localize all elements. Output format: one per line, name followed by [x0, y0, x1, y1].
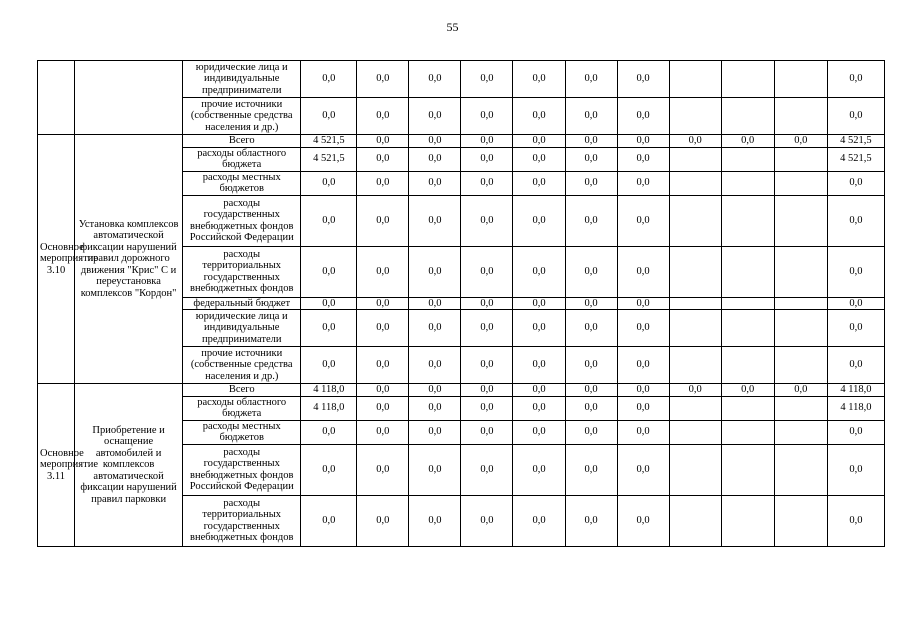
amount-cell: 0,0 — [357, 384, 409, 397]
amount-cell: 0,0 — [357, 495, 409, 546]
amount-cell: 0,0 — [565, 147, 617, 171]
amount-cell: 0,0 — [301, 495, 357, 546]
amount-cell: 0,0 — [565, 246, 617, 297]
amount-cell: 0,0 — [617, 98, 669, 135]
amount-cell: 0,0 — [357, 135, 409, 148]
amount-cell: 0,0 — [461, 310, 513, 347]
amount-cell: 0,0 — [513, 444, 565, 495]
amount-cell: 0,0 — [513, 246, 565, 297]
amount-cell — [774, 61, 827, 98]
amount-cell: 0,0 — [461, 420, 513, 444]
amount-cell: 0,0 — [617, 246, 669, 297]
amount-cell — [721, 420, 774, 444]
amount-cell: 0,0 — [461, 297, 513, 310]
amount-cell: 0,0 — [409, 384, 461, 397]
amount-cell: 0,0 — [461, 495, 513, 546]
amount-cell — [774, 396, 827, 420]
amount-cell: 0,0 — [409, 171, 461, 195]
table-row — [38, 135, 885, 148]
amount-cell: 0,0 — [301, 347, 357, 384]
amount-cell: 0,0 — [669, 135, 721, 148]
amount-cell: 0,0 — [301, 61, 357, 98]
amount-cell: 0,0 — [565, 444, 617, 495]
amount-cell: 0,0 — [409, 147, 461, 171]
amount-cell: 0,0 — [565, 420, 617, 444]
amount-cell: 0,0 — [827, 61, 884, 98]
amount-cell — [721, 495, 774, 546]
amount-cell — [774, 347, 827, 384]
amount-cell — [774, 147, 827, 171]
amount-cell: 0,0 — [357, 246, 409, 297]
activity-label: Основное мероприятие 3.11 — [38, 384, 75, 547]
amount-cell — [669, 98, 721, 135]
amount-cell: 0,0 — [721, 135, 774, 148]
amount-cell — [774, 195, 827, 246]
page-number: 55 — [446, 20, 459, 34]
amount-cell: 0,0 — [565, 396, 617, 420]
amount-cell: 0,0 — [617, 420, 669, 444]
amount-cell: 0,0 — [301, 195, 357, 246]
amount-cell: 0,0 — [565, 135, 617, 148]
amount-cell: 0,0 — [565, 171, 617, 195]
amount-cell — [669, 495, 721, 546]
amount-cell: 4 521,5 — [301, 147, 357, 171]
funding-source: расходы областного бюджета — [183, 396, 301, 420]
amount-cell: 0,0 — [513, 495, 565, 546]
amount-cell: 4 118,0 — [301, 384, 357, 397]
amount-cell: 0,0 — [409, 444, 461, 495]
amount-cell: 4 118,0 — [827, 384, 884, 397]
funding-source: федеральный бюджет — [183, 297, 301, 310]
amount-cell: 0,0 — [409, 61, 461, 98]
amount-cell: 0,0 — [617, 135, 669, 148]
amount-cell: 4 118,0 — [301, 396, 357, 420]
amount-cell: 0,0 — [617, 384, 669, 397]
amount-cell: 0,0 — [565, 310, 617, 347]
amount-cell: 0,0 — [357, 347, 409, 384]
amount-cell: 0,0 — [565, 347, 617, 384]
amount-cell: 0,0 — [409, 310, 461, 347]
amount-cell: 0,0 — [357, 420, 409, 444]
amount-cell: 4 118,0 — [827, 396, 884, 420]
amount-cell: 0,0 — [617, 396, 669, 420]
amount-cell: 0,0 — [617, 147, 669, 171]
amount-cell: 0,0 — [409, 297, 461, 310]
amount-cell: 0,0 — [357, 61, 409, 98]
amount-cell — [669, 246, 721, 297]
amount-cell: 0,0 — [301, 420, 357, 444]
amount-cell: 0,0 — [774, 384, 827, 397]
amount-cell: 0,0 — [461, 147, 513, 171]
amount-cell: 0,0 — [721, 384, 774, 397]
amount-cell — [721, 195, 774, 246]
amount-cell — [669, 147, 721, 171]
table-row — [38, 384, 885, 397]
amount-cell — [669, 61, 721, 98]
amount-cell: 0,0 — [357, 195, 409, 246]
amount-cell — [669, 347, 721, 384]
amount-cell: 0,0 — [461, 171, 513, 195]
amount-cell: 0,0 — [461, 135, 513, 148]
amount-cell: 0,0 — [565, 98, 617, 135]
activity-name: Установка комплексов автоматической фиксации нарушений правил дорожного движения "Крис" С и переустановка комплексов "Кордон" — [75, 135, 183, 384]
amount-cell — [721, 246, 774, 297]
amount-cell: 0,0 — [827, 195, 884, 246]
amount-cell: 0,0 — [461, 384, 513, 397]
budget-table-body — [38, 61, 885, 547]
activity-name: Приобретение и оснащение автомобилей и комплексов автоматической фиксации нарушений правил парковки — [75, 384, 183, 547]
funding-source: расходы местных бюджетов — [183, 171, 301, 195]
amount-cell — [774, 420, 827, 444]
amount-cell: 0,0 — [827, 420, 884, 444]
amount-cell: 0,0 — [409, 98, 461, 135]
amount-cell: 0,0 — [565, 297, 617, 310]
funding-source: расходы территориальных государственных внебюджетных фондов — [183, 246, 301, 297]
amount-cell: 0,0 — [409, 495, 461, 546]
amount-cell — [669, 396, 721, 420]
amount-cell: 0,0 — [513, 147, 565, 171]
amount-cell: 0,0 — [827, 347, 884, 384]
funding-source: расходы государственных внебюджетных фондов Российской Федерации — [183, 195, 301, 246]
funding-source: расходы государственных внебюджетных фондов Российской Федерации — [183, 444, 301, 495]
amount-cell: 0,0 — [513, 61, 565, 98]
funding-source: юридические лица и индивидуальные предприниматели — [183, 61, 301, 98]
amount-cell — [669, 171, 721, 195]
amount-cell: 0,0 — [513, 347, 565, 384]
activity-label: Основное мероприятие 3.10 — [38, 135, 75, 384]
amount-cell: 0,0 — [513, 135, 565, 148]
amount-cell: 0,0 — [409, 396, 461, 420]
amount-cell: 4 521,5 — [827, 147, 884, 171]
amount-cell: 0,0 — [357, 98, 409, 135]
amount-cell — [774, 310, 827, 347]
amount-cell — [721, 347, 774, 384]
amount-cell: 0,0 — [565, 384, 617, 397]
amount-cell: 0,0 — [617, 310, 669, 347]
amount-cell: 0,0 — [301, 297, 357, 310]
amount-cell: 0,0 — [669, 384, 721, 397]
amount-cell — [721, 171, 774, 195]
amount-cell: 0,0 — [565, 495, 617, 546]
amount-cell — [774, 444, 827, 495]
funding-source: расходы местных бюджетов — [183, 420, 301, 444]
amount-cell: 0,0 — [409, 246, 461, 297]
amount-cell: 0,0 — [827, 297, 884, 310]
amount-cell: 0,0 — [827, 171, 884, 195]
funding-source: Всего — [183, 384, 301, 397]
amount-cell — [721, 297, 774, 310]
table-row — [38, 61, 885, 98]
funding-source: прочие источники (собственные средства населения и др.) — [183, 347, 301, 384]
amount-cell: 0,0 — [827, 444, 884, 495]
funding-source: прочие источники (собственные средства населения и др.) — [183, 98, 301, 135]
amount-cell — [774, 246, 827, 297]
funding-source: расходы областного бюджета — [183, 147, 301, 171]
amount-cell — [721, 61, 774, 98]
amount-cell — [669, 420, 721, 444]
amount-cell: 0,0 — [513, 195, 565, 246]
amount-cell: 0,0 — [461, 246, 513, 297]
activity-label — [38, 61, 75, 135]
amount-cell — [774, 297, 827, 310]
amount-cell — [721, 310, 774, 347]
amount-cell: 0,0 — [301, 246, 357, 297]
amount-cell — [669, 444, 721, 495]
amount-cell: 0,0 — [357, 171, 409, 195]
amount-cell: 0,0 — [565, 61, 617, 98]
amount-cell — [721, 98, 774, 135]
amount-cell: 0,0 — [617, 347, 669, 384]
amount-cell: 0,0 — [617, 297, 669, 310]
amount-cell: 0,0 — [774, 135, 827, 148]
amount-cell — [669, 310, 721, 347]
amount-cell — [669, 297, 721, 310]
amount-cell: 0,0 — [617, 195, 669, 246]
amount-cell: 0,0 — [617, 495, 669, 546]
amount-cell: 0,0 — [513, 171, 565, 195]
amount-cell: 0,0 — [301, 171, 357, 195]
amount-cell — [721, 444, 774, 495]
amount-cell: 0,0 — [827, 98, 884, 135]
activity-name — [75, 61, 183, 135]
amount-cell: 0,0 — [301, 310, 357, 347]
amount-cell — [774, 98, 827, 135]
amount-cell: 0,0 — [827, 495, 884, 546]
amount-cell: 4 521,5 — [301, 135, 357, 148]
funding-source: юридические лица и индивидуальные предприниматели — [183, 310, 301, 347]
amount-cell: 0,0 — [513, 98, 565, 135]
amount-cell: 0,0 — [617, 444, 669, 495]
amount-cell: 0,0 — [617, 61, 669, 98]
amount-cell: 0,0 — [461, 347, 513, 384]
amount-cell: 0,0 — [301, 98, 357, 135]
funding-source: Всего — [183, 135, 301, 148]
amount-cell: 0,0 — [301, 444, 357, 495]
amount-cell: 0,0 — [409, 347, 461, 384]
amount-cell: 0,0 — [357, 147, 409, 171]
amount-cell — [721, 396, 774, 420]
amount-cell: 0,0 — [513, 297, 565, 310]
amount-cell: 0,0 — [513, 310, 565, 347]
amount-cell: 0,0 — [565, 195, 617, 246]
amount-cell: 0,0 — [827, 246, 884, 297]
amount-cell — [774, 171, 827, 195]
amount-cell: 0,0 — [461, 396, 513, 420]
amount-cell: 0,0 — [357, 396, 409, 420]
amount-cell — [669, 195, 721, 246]
funding-source: расходы территориальных государственных внебюджетных фондов — [183, 495, 301, 546]
amount-cell: 0,0 — [409, 135, 461, 148]
amount-cell: 0,0 — [357, 310, 409, 347]
amount-cell: 0,0 — [357, 444, 409, 495]
amount-cell: 0,0 — [617, 171, 669, 195]
amount-cell: 0,0 — [461, 195, 513, 246]
amount-cell: 0,0 — [513, 396, 565, 420]
amount-cell: 0,0 — [461, 444, 513, 495]
amount-cell: 0,0 — [357, 297, 409, 310]
amount-cell: 0,0 — [461, 61, 513, 98]
amount-cell: 0,0 — [513, 420, 565, 444]
amount-cell: 4 521,5 — [827, 135, 884, 148]
amount-cell: 0,0 — [409, 195, 461, 246]
amount-cell — [774, 495, 827, 546]
budget-table — [37, 60, 885, 547]
amount-cell — [721, 147, 774, 171]
amount-cell: 0,0 — [461, 98, 513, 135]
amount-cell: 0,0 — [513, 384, 565, 397]
amount-cell: 0,0 — [827, 310, 884, 347]
amount-cell: 0,0 — [409, 420, 461, 444]
